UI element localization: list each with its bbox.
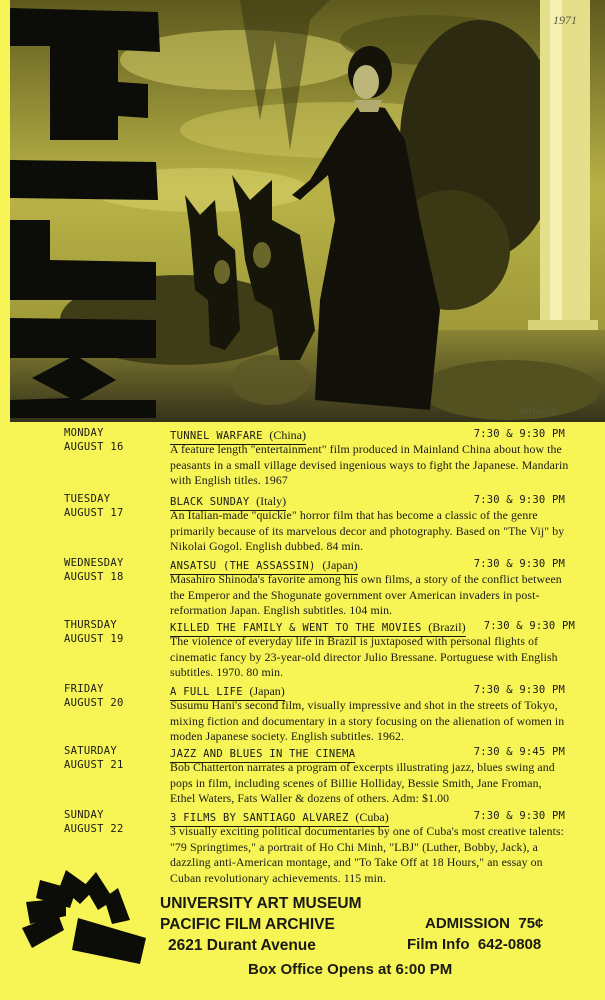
film-title: ANSATSU (THE ASSASSIN) (170, 560, 316, 572)
archive-logo (18, 868, 150, 973)
museum-address: 2621 Durant Avenue (168, 937, 316, 954)
entry-description: Masahiro Shinoda's favorite among his own films, a story of the conflict between the Emperor and the Shogunate government over American invaders in post-reformation Japan. English subtitles. 104 min. (170, 572, 562, 617)
entry-day: SUNDAY (64, 809, 104, 821)
entry-description: The violence of everyday life in Brazil is juxtaposed with personal flights of cinematic fancy by 23-year-old director Julio Bressane. Portuguese with English subtitles. 1970. 80 min. (170, 634, 558, 679)
admission-info (407, 913, 544, 955)
entry-day: FRIDAY (64, 683, 104, 695)
film-country: (Japan) (249, 684, 285, 698)
film-title: TUNNEL WARFARE (170, 430, 263, 442)
entry-date: AUGUST 18 (64, 571, 124, 583)
film-reel-fan-icon (18, 868, 150, 968)
entry-day: TUESDAY (64, 493, 111, 505)
entry-times: 7:30 & 9:30 PM (473, 428, 565, 440)
film-info-label: Film Info (407, 936, 470, 953)
film-title: BLACK SUNDAY (170, 496, 250, 508)
film-country: (Italy) (256, 494, 287, 508)
archive-name: PACIFIC FILM ARCHIVE (160, 916, 335, 933)
entry-times: 7:30 & 9:30 PM (473, 810, 565, 822)
entry-times: 7:30 & 9:45 PM (473, 746, 565, 758)
film-title: 3 FILMS BY SANTIAGO ALVAREZ (170, 812, 349, 824)
entry-date: AUGUST 17 (64, 507, 124, 519)
film-country: (China) (269, 428, 306, 442)
entry-day: MONDAY (64, 427, 104, 439)
handwritten-code: 6015-26 (520, 405, 557, 417)
entry-day: SATURDAY (64, 745, 117, 757)
admission-price: 75¢ (518, 915, 544, 932)
entry-description: An Italian-made "quickie" horror film that has become a classic of the genre primarily because of its marvelous decor and photography. Based on "The Vij" by Nikolai Gogol. English dubbed. 84 min. (170, 508, 565, 553)
handwritten-year: 1971 (553, 13, 577, 27)
film-title: KILLED THE FAMILY & WENT TO THE MOVIES (170, 622, 422, 634)
museum-name: UNIVERSITY ART MUSEUM (160, 895, 362, 912)
entry-times: 7:30 & 9:30 PM (473, 558, 565, 570)
entry-day: THURSDAY (64, 619, 117, 631)
film-info-phone: 642-0808 (477, 936, 542, 953)
entry-times: 7:30 & 9:30 PM (473, 494, 565, 506)
poster-photo (10, 0, 605, 422)
film-country: (Japan) (322, 558, 358, 572)
film-title: JAZZ AND BLUES IN THE CINEMA (170, 748, 356, 760)
entry-times: 7:30 & 9:30 PM (483, 620, 575, 632)
entry-times: 7:30 & 9:30 PM (473, 684, 565, 696)
entry-date: AUGUST 20 (64, 697, 124, 709)
box-office-hours: Box Office Opens at 6:00 PM (248, 961, 453, 978)
film-title: A FULL LIFE (170, 686, 243, 698)
entry-description: Susumu Hani's second film, visually impressive and shot in the streets of Tokyo, mixing fiction and documentary in a story focusing on the alienation of women in moden Japanese society. English subtitles. 1962. (170, 698, 565, 743)
entry-date: AUGUST 16 (64, 441, 124, 453)
museum-info (160, 893, 362, 956)
entry-description: Bob Chatterton narrates a program of excerpts illustrating jazz, blues swing and pops in film, including scenes of Billie Holliday, Bessie Smith, Jane Froman, Ethel Waters, Fats Waller & dozens of others. Adm: $1.00 (170, 760, 555, 805)
entry-date: AUGUST 22 (64, 823, 124, 835)
entry-description: A feature length "entertainment" film produced in Mainland China about how the peasants in a small village devised ingenious ways to fight the Japanese. Mandarin with English titles. 1967 (170, 442, 569, 487)
photo-illustration (10, 0, 605, 422)
admission-label: ADMISSION (425, 915, 511, 932)
film-country: (Brazil) (428, 620, 466, 634)
entry-date: AUGUST 19 (64, 633, 124, 645)
entry-date: AUGUST 21 (64, 759, 124, 771)
entry-description: 3 visually exciting political documentaries by one of Cuba's most creative talents: "79 Springtimes," a portrait of Ho Chi Minh, "LBJ" (Luther, Bobby, Jack), a dazzling anti-American montage, and "To Take Off at 18 Hours," an essay on Cuban revolutionary achievements. 115 min. (170, 824, 565, 885)
entry-day: WEDNESDAY (64, 557, 124, 569)
film-country: (Cuba) (355, 810, 389, 824)
